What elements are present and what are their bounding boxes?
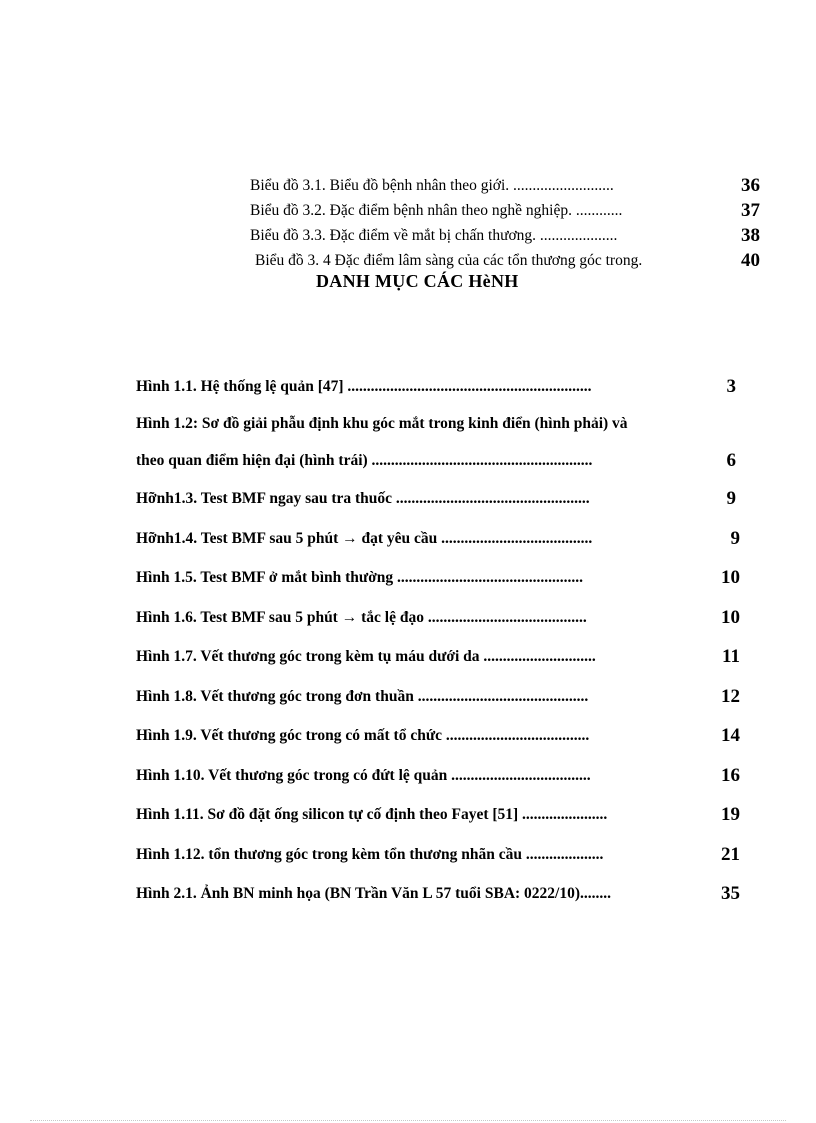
figure-list-item-text: Hình 1.11. Sơ đồ đặt ống silicon tự cố định theo Fayet [51] ......................	[136, 806, 608, 823]
figure-list-item	[136, 761, 740, 791]
figure-list-item-text: Hình 1.7. Vết thương góc trong kèm tụ máu dưới da .............................	[136, 648, 596, 665]
figure-list-item-page: 11	[722, 646, 740, 667]
figure-list-item-text: Hình 1.5. Test BMF ở mắt bình thường ................................................	[136, 569, 584, 586]
figure-list-item-page: 3	[726, 376, 736, 397]
figure-list-item-page: 10	[721, 607, 740, 628]
figure-list-item-text: Hình 1.8. Vết thương góc trong đơn thuần ............................................	[136, 688, 589, 705]
figure-list-item-page: 19	[721, 804, 740, 825]
chart-list-item	[250, 173, 760, 198]
figure-list-item	[136, 524, 740, 554]
chart-list	[250, 173, 760, 273]
chart-list-item-text: Biểu đồ 3.2. Đặc điểm bệnh nhân theo nghề nghiệp. ............	[250, 202, 623, 219]
figure-list-item	[136, 800, 740, 830]
figure-list-item-page: 21	[721, 844, 740, 865]
figure-list-item-page: 35	[721, 883, 740, 904]
figure-list-item-text: Hình 1.1. Hệ thống lệ quản [47] ...............................................................	[136, 378, 592, 395]
figure-list-item-page: 9	[726, 488, 736, 509]
chart-list-item	[250, 248, 760, 273]
figure-list-item	[136, 879, 740, 909]
figure-list-item-page: 14	[721, 725, 740, 746]
figure-list-item-text: Hình 1.2: Sơ đồ giải phẫu định khu góc mắt trong kinh điển (hình phải) và	[136, 415, 628, 432]
chart-list-item-page: 38	[741, 225, 760, 246]
figure-list-item	[136, 642, 740, 672]
figure-list-item-page: 9	[730, 528, 740, 549]
chart-list-item-page: 40	[741, 250, 760, 271]
figure-list-item-text: Hình 1.12. tổn thương góc trong kèm tổn thương nhãn cầu ....................	[136, 846, 604, 863]
figure-list-item	[136, 603, 740, 633]
chart-list-item	[250, 223, 760, 248]
chart-list-item-page: 36	[741, 175, 760, 196]
figure-list-item-text: Hình 1.10. Vết thương góc trong có đứt lệ quản ....................................	[136, 767, 591, 784]
figure-list-item	[136, 682, 740, 712]
figure-list-item	[136, 563, 740, 593]
figure-list-item-text: Hỡnh1.4. Test BMF sau 5 phút → đạt yêu cầu .......................................	[136, 530, 593, 547]
chart-list-item-text: Biểu đồ 3.1. Biểu đồ bệnh nhân theo giới. ..........................	[250, 177, 614, 194]
figure-list-item	[136, 721, 740, 751]
figure-list-item	[136, 484, 740, 514]
figure-list-item-text: theo quan điểm hiện đại (hình trái) .........................................................	[136, 452, 593, 469]
page-title: DANH MỤC CÁC HèNH	[316, 271, 519, 291]
figure-list-item-text: Hình 1.9. Vết thương góc trong có mất tổ chức .....................................	[136, 727, 590, 744]
figure-list-item-page: 12	[721, 686, 740, 707]
figure-list-item	[136, 446, 740, 476]
figure-list-item-page: 6	[726, 450, 736, 471]
figure-list-item-text: Hình 2.1. Ảnh BN minh họa (BN Trần Văn L 57 tuổi SBA: 0222/10)........	[136, 885, 612, 902]
figure-list-item-text: Hỡnh1.3. Test BMF ngay sau tra thuốc ..................................................	[136, 490, 590, 507]
figure-list-item-page: 10	[721, 567, 740, 588]
figure-list-item	[136, 409, 740, 439]
chart-list-item-page: 37	[741, 200, 760, 221]
figure-list-item-page: 16	[721, 765, 740, 786]
chart-list-item-text: Biểu đồ 3.3. Đặc điểm về mắt bị chấn thương. ....................	[250, 227, 618, 244]
chart-list-item-text: Biểu đồ 3. 4 Đặc điểm lâm sàng của các tổn thương góc trong.	[255, 252, 643, 269]
chart-list-item	[250, 198, 760, 223]
figure-list-item-text: Hình 1.6. Test BMF sau 5 phút → tắc lệ đạo .........................................	[136, 609, 587, 626]
page-divider	[30, 1120, 786, 1121]
figure-list-item	[136, 840, 740, 870]
figure-list-item	[136, 372, 740, 402]
